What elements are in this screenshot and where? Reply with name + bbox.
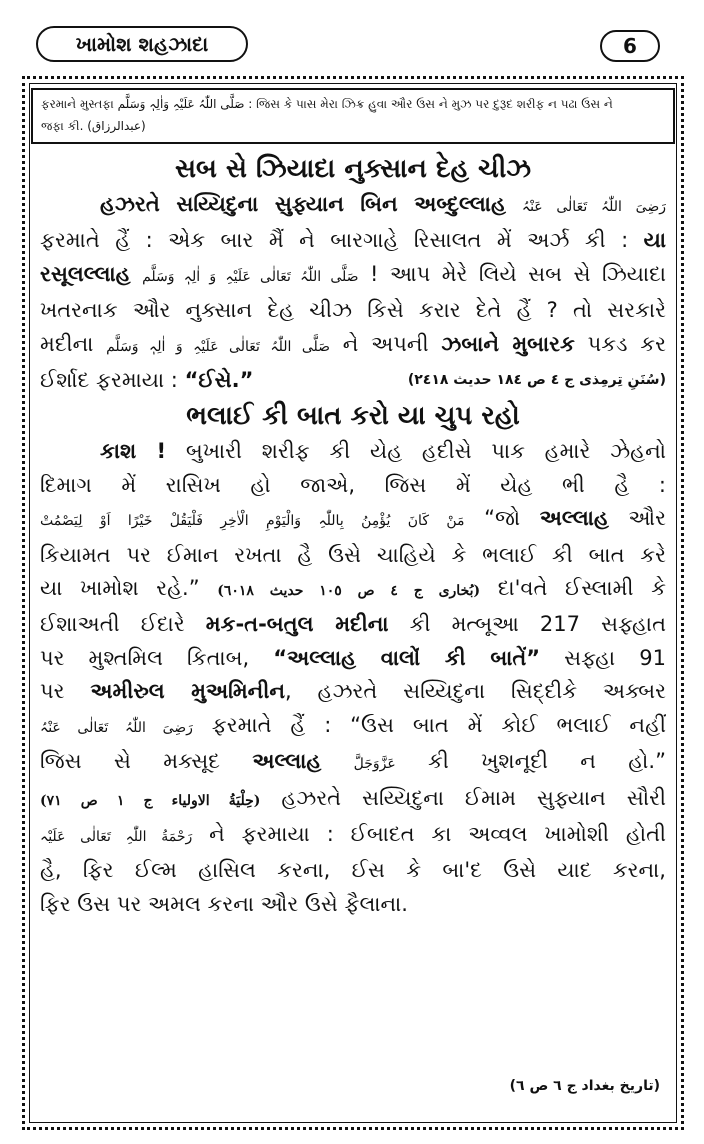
text-span: , હઝરતે સય્યિદુના સિદ્દીકે અક્બર bbox=[284, 679, 666, 704]
bold-span: યા bbox=[643, 228, 666, 253]
text-line bbox=[40, 675, 666, 708]
text-line bbox=[40, 608, 666, 641]
text-line bbox=[40, 435, 666, 468]
bold-span: અલ્લાહ bbox=[539, 506, 609, 531]
arabic-hadith: مَنْ کَانَ یُؤْمِنُ بِاللّٰہِ وَالْیَوْمِ الْاٰخِرِ فَلْیَقُلْ خَیْرًا اَوْ لِیَصْمُتْ bbox=[40, 513, 465, 530]
main-content bbox=[40, 150, 666, 921]
text-span: ને અપની bbox=[342, 331, 429, 356]
text-span: “જો bbox=[484, 506, 521, 531]
text-span: સફ્હા 91 bbox=[564, 645, 666, 670]
reference: (سُنَنِ تِرمِذی ج ٤ ص ١٨٤ حدیث ٢٤١٨) bbox=[407, 372, 666, 389]
text-span: ઈશાઅતી ઈદારે bbox=[40, 612, 185, 637]
arabic-blessing: رَضِیَ اللّٰہُ تَعَالٰی عَنْہُ bbox=[40, 719, 193, 736]
arabic-blessing: عَزَّوَجَلَّ bbox=[353, 756, 396, 773]
hadith-line-1: ફરમાને મુસ્તફા صَلَّی اللّٰہُ عَلَیْہِ وَاٰلِہٖ وَسَلَّم : જિસ કે પાસ મેરા ઝિક્ર હુવા ઔર ઉસ ને મુઝ પર દુરૂદ શરીફ ન પઢા ઉસ ને bbox=[41, 97, 613, 111]
bold-span: અલ્લાહ bbox=[252, 749, 322, 774]
text-line bbox=[40, 258, 666, 294]
text-line bbox=[40, 709, 666, 745]
text-line bbox=[40, 328, 666, 364]
text-span: કી ખુશનૂદી ન હો.” bbox=[428, 749, 666, 774]
text-line bbox=[40, 745, 666, 781]
text-span: ઔર bbox=[628, 506, 666, 531]
hadith-box bbox=[31, 88, 675, 144]
reference: (حِلْیَةُ الاولیاء ج ١ ص ٧١) bbox=[40, 792, 261, 809]
text-span: મદીના bbox=[40, 331, 94, 356]
text-line bbox=[40, 224, 666, 257]
reference: (بُخاری ج ٤ ص ١٠٥ حدیث ٦٠١٨) bbox=[217, 583, 481, 600]
text-line: હૈ, ફિર ઈલ્મ હાસિલ કરના, ઈસ કે બા'દ ઉસે યાદ કરના, bbox=[40, 858, 666, 883]
text-line bbox=[40, 502, 666, 538]
text-span: યા ખામોશ રહે.” bbox=[40, 576, 200, 601]
page-number: 6 bbox=[600, 30, 660, 62]
bold-span: રસૂલલ્લાહ bbox=[40, 261, 131, 286]
text-span: પર મુશ્તમિલ કિતાબ, bbox=[40, 645, 250, 670]
section-heading-2: ભલાઈ કી બાત કરો યા ચુપ રહો bbox=[186, 401, 520, 432]
bold-span: ઝબાને મુબારક bbox=[441, 331, 575, 356]
text-line: ખતરનાક ઔર નુક્સાન દેહ ચીઝ કિસે કરાર દેતે હૈં ? તો સરકારે bbox=[40, 298, 666, 323]
book-title: ખામોશ શહઝાદા bbox=[36, 26, 248, 62]
text-span: કી મત્બૂઆ 217 સફ્હાત bbox=[409, 612, 667, 637]
bold-span: મક-ત-બતુલ મદીના bbox=[205, 612, 389, 637]
text-span: ઈર્શાદ ફરમાયા : bbox=[40, 368, 178, 393]
text-line bbox=[40, 642, 666, 675]
text-line: કિયામત પર ઈમાન રખતા હૈ ઉસે ચાહિયે કે ભલાઈ કી બાત કરે bbox=[40, 542, 666, 567]
text-line bbox=[40, 782, 666, 818]
quote-span: “ઈસે.” bbox=[184, 368, 254, 393]
text-span: ને ફરમાયા : ઈબાદત કા અવ્વલ ખામોશી હોતી bbox=[209, 821, 667, 846]
bold-span: અમીરુલ મુઅમિનીન bbox=[90, 679, 285, 704]
arabic-blessing: رَحْمَةُ اللّٰہِ تَعَالٰی عَلَیْہ bbox=[40, 828, 193, 845]
text-line bbox=[40, 818, 666, 854]
text-span: હઝરતે સય્યિદુના ઈમામ સુફ્યાન સૌરી bbox=[281, 785, 666, 810]
text-line bbox=[40, 188, 666, 224]
bold-span: કાશ ! bbox=[100, 439, 167, 464]
text-span: બુખારી શરીફ કી યેહ હદીસે પાક હમારે ઝેહનો bbox=[185, 439, 666, 464]
arabic-blessing: صَلَّی اللّٰہُ تَعَالٰی عَلَیْہِ وَ اٰلِہٖ وَسَلَّم bbox=[142, 268, 359, 285]
text-line bbox=[40, 364, 666, 397]
text-span: ફરમાતે હૈં : એક બાર મૈં ને બારગાહે રિસાલત મેં અર્ઝ કી : bbox=[40, 228, 629, 253]
text-line: ફિર ઉસ પર અમલ કરના ઔર ઉસે ફૈલાના. bbox=[40, 891, 408, 916]
footer-reference: (تاریخ بغداد ج ٦ ص ٦) bbox=[509, 1078, 660, 1094]
hadith-line-2: જફા કી. (عبدالرزاق) bbox=[41, 119, 146, 133]
text-span: ફરમાતે હૈં : “ઉસ બાત મેં કોઈ ભલાઈ નહીં bbox=[211, 712, 666, 737]
arabic-blessing: صَلَّی اللّٰہُ تَعَالٰی عَلَیْہِ وَ اٰلِہٖ وَسَلَّم bbox=[106, 338, 331, 355]
section-heading-1: સબ સે ઝિયાદા નુક્સાન દેહ ચીઝ bbox=[174, 154, 532, 184]
text-span: દા'વતે ઈસ્લામી કે bbox=[497, 576, 666, 601]
text-span: પર bbox=[40, 679, 65, 704]
bold-name: હઝરતે સય્યિદુના સુફ્યાન બિન અબ્દુલ્લાહ bbox=[100, 192, 506, 216]
bold-span: “અલ્લાહ વાલોં કી બાતેં” bbox=[273, 645, 541, 670]
text-line: દિમાગ મેં રાસિખ હો જાએ, જિસ મેં યેહ ભી હૈ : bbox=[40, 472, 666, 497]
text-span: જિસ સે મક્સૂદ bbox=[40, 749, 221, 774]
arabic-blessing: رَضِیَ اللّٰہُ تَعَالٰی عَنْہُ bbox=[521, 199, 667, 215]
text-span: ! આપ મેરે લિયે સબ સે ઝિયાદા bbox=[370, 261, 666, 286]
text-line bbox=[40, 572, 666, 608]
text-span: પકડ કર bbox=[587, 331, 666, 356]
